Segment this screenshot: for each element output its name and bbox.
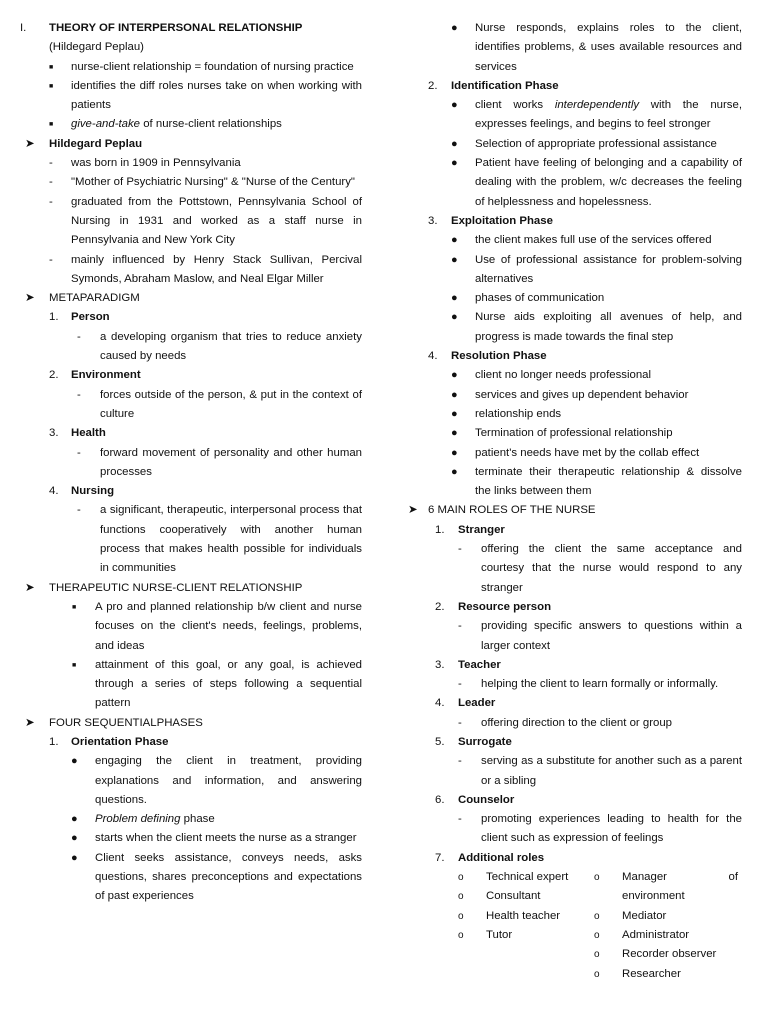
list-marker: ➤ (25, 716, 35, 729)
list-marker: 1. (49, 735, 59, 748)
list-item (20, 579, 362, 598)
list-marker: ● (451, 22, 458, 34)
list-marker: 4. (428, 350, 438, 363)
list-item (408, 444, 742, 463)
list-item-text: Nurse responds, explains roles to the client, identifies problems, & uses available resources and services (475, 22, 742, 73)
list-marker: 2. (428, 79, 438, 92)
circle-bullet-icon: o (458, 929, 464, 941)
role-item (594, 907, 738, 926)
list-item-text: Stranger (458, 523, 505, 536)
list-marker: ● (451, 369, 458, 382)
circle-bullet-icon: o (458, 872, 464, 884)
list-item-text: phases of communication (475, 292, 605, 305)
list-item-text: Exploitation Phase (451, 214, 553, 227)
section-heading (408, 694, 742, 713)
list-item-text: METAPARADIGM (49, 292, 140, 305)
list-marker: ● (451, 234, 458, 247)
section-heading (408, 347, 742, 366)
list-item (20, 328, 362, 367)
list-item (20, 251, 362, 290)
list-item-text: "Mother of Psychiatric Nursing" & "Nurse of the Century" (71, 176, 355, 189)
list-marker: - (49, 157, 53, 170)
list-item (20, 58, 362, 77)
list-item-text: client no longer needs professional (475, 369, 652, 382)
list-marker: ● (451, 465, 458, 478)
list-marker: ● (451, 427, 458, 440)
list-marker: - (458, 813, 462, 826)
list-item-text: helping the client to learn formally or informally. (481, 678, 719, 691)
left-column (20, 19, 362, 907)
list-marker: 3. (435, 658, 445, 671)
section-heading (408, 791, 742, 810)
list-item (408, 135, 742, 154)
circle-bullet-icon: o (594, 872, 600, 884)
list-item-text: Patient have feeling of belonging and a capability of dealing with the problem, w/c decreases the feeling of helplessness and hopelessness. (475, 157, 742, 208)
list-item (408, 810, 742, 849)
list-marker: ➤ (25, 292, 35, 305)
list-marker: 2. (49, 369, 59, 382)
list-item-text: mainly influenced by Henry Stack Sullivan, Percival Symonds, Abraham Maslow, and Neal Elgar Miller (71, 253, 362, 285)
list-item-text: 6 MAIN ROLES OF THE NURSE (428, 504, 596, 517)
list-marker: - (458, 716, 462, 729)
list-item (408, 96, 742, 135)
role-item-text: Health teacher (486, 909, 561, 922)
list-item (20, 714, 362, 733)
list-item (408, 308, 742, 347)
list-item-text: Resource person (458, 600, 552, 613)
list-marker: ● (451, 407, 458, 420)
list-item-text: the client makes full use of the services offered (475, 234, 712, 247)
list-marker: - (49, 195, 53, 208)
list-marker: - (458, 678, 462, 691)
list-item-text: providing specific answers to questions within a larger context (481, 620, 742, 652)
role-item-text: Technical expert (486, 871, 569, 884)
list-item-text: Hildegard Peplau (49, 137, 143, 150)
additional-roles-col-1 (458, 868, 594, 984)
list-item-text: services and gives up dependent behavior (475, 388, 689, 401)
list-item (20, 752, 362, 810)
list-marker: 1. (435, 523, 445, 536)
list-item-text: Resolution Phase (451, 350, 547, 363)
list-marker: ■ (72, 661, 77, 669)
circle-bullet-icon: o (458, 891, 464, 903)
section-heading (20, 19, 362, 38)
list-marker: ■ (72, 603, 77, 611)
circle-bullet-icon: o (458, 910, 464, 922)
list-item-text: Problem defining phase (95, 813, 215, 826)
list-marker: ■ (49, 121, 54, 129)
list-item-text: forces outside of the person, & put in the context of culture (100, 388, 362, 420)
list-item-text: Additional roles (458, 851, 545, 864)
list-item-text: starts when the client meets the nurse as a stranger (95, 832, 357, 845)
role-item-text: Researcher (622, 967, 681, 980)
list-item-text: promoting experiences leading to health for the client such as expression of feelings (481, 813, 742, 845)
list-item-text: was born in 1909 in Pennsylvania (71, 157, 241, 170)
list-item (408, 617, 742, 656)
section-heading (408, 212, 742, 231)
list-item-text: THERAPEUTIC NURSE-CLIENT RELATIONSHIP (49, 581, 303, 594)
role-item (594, 926, 738, 945)
list-marker: 4. (49, 485, 59, 498)
right-column (408, 19, 742, 984)
role-item-text: Mediator (622, 909, 667, 922)
list-marker: - (458, 543, 462, 556)
role-item-text: Recorder observer (622, 948, 717, 961)
list-marker: ● (71, 755, 78, 768)
list-item (408, 501, 742, 520)
section-heading (20, 135, 362, 154)
list-item-text: Client seeks assistance, conveys needs, asks questions, shares preconceptions and expectations of past experiences (95, 851, 362, 903)
list-marker: ■ (49, 82, 54, 90)
list-item-text: Teacher (458, 658, 501, 671)
list-item-text: Identification Phase (451, 79, 559, 92)
list-marker: 1. (49, 311, 59, 324)
list-item (408, 714, 742, 733)
list-item-text: (Hildegard Peplau) (49, 41, 144, 54)
list-item-text: Environment (71, 369, 141, 382)
list-item (408, 366, 742, 385)
list-item-text: identifies the diff roles nurses take on when working with patients (71, 79, 362, 112)
list-marker: ■ (49, 63, 54, 71)
list-item (20, 444, 362, 483)
list-item (408, 463, 742, 502)
list-item-text: patient's needs have met by the collab effect (475, 446, 700, 459)
list-item-text: a developing organism that tries to reduce anxiety caused by needs (100, 330, 362, 363)
list-item (20, 829, 362, 848)
section-heading (408, 733, 742, 752)
list-marker: ➤ (25, 137, 35, 150)
list-marker: 3. (428, 214, 438, 227)
list-marker: ● (451, 253, 458, 266)
list-marker: 7. (435, 851, 445, 864)
list-item-text: offering the client the same acceptance and courtesy that the nurse would respond to any stranger (481, 543, 742, 594)
role-item-text: Consultant (486, 890, 541, 903)
list-item-text: serving as a substitute for another such as a parent or a sibling (481, 755, 742, 787)
list-marker: ● (71, 813, 78, 826)
role-item (594, 868, 738, 907)
list-marker: 4. (435, 697, 445, 710)
section-heading (408, 656, 742, 675)
list-item (408, 19, 742, 77)
list-item (20, 598, 362, 656)
list-marker: ● (451, 157, 458, 170)
list-item (408, 386, 742, 405)
section-heading (20, 733, 362, 752)
section-heading (408, 849, 742, 868)
list-marker: ● (71, 832, 78, 845)
list-item-text: Leader (458, 697, 496, 710)
additional-roles-col-2 (594, 868, 738, 984)
list-item (20, 289, 362, 308)
list-item (20, 154, 362, 173)
list-item-text: Person (71, 311, 110, 324)
list-item-text: Selection of appropriate professional assistance (475, 137, 717, 150)
list-item (20, 849, 362, 907)
list-item (408, 154, 742, 212)
list-marker: - (49, 176, 53, 189)
circle-bullet-icon: o (594, 910, 600, 922)
circle-bullet-icon: o (594, 949, 600, 961)
list-item-text: Surrogate (458, 735, 512, 748)
list-item-text: Use of professional assistance for problem-solving alternatives (475, 253, 742, 285)
section-heading (408, 521, 742, 540)
section-heading (408, 77, 742, 96)
list-item-text: Health (71, 427, 106, 440)
list-item-text: Nursing (71, 485, 115, 498)
role-item (458, 868, 594, 887)
list-marker: - (77, 504, 81, 517)
role-item (458, 887, 594, 906)
list-marker: ● (451, 311, 458, 324)
list-marker: 2. (435, 600, 445, 613)
list-marker: 3. (49, 427, 59, 440)
italic-text: Problem defining (95, 813, 181, 826)
list-item-text: A pro and planned relationship b/w client and nurse focuses on the client's needs, feelings, problems, and ideas (95, 600, 362, 652)
list-item (20, 38, 362, 57)
list-item (20, 810, 362, 829)
section-heading (20, 366, 362, 385)
list-marker: ● (451, 446, 458, 459)
section-heading (20, 482, 362, 501)
list-marker: 5. (435, 735, 445, 748)
section-heading (408, 598, 742, 617)
role-item (594, 945, 738, 964)
list-marker: - (458, 620, 462, 633)
list-item (408, 752, 742, 791)
list-marker: ➤ (25, 581, 35, 594)
list-item (408, 540, 742, 598)
list-marker: ● (451, 99, 458, 112)
list-item (408, 251, 742, 290)
list-item (408, 675, 742, 694)
list-item-text: nurse-client relationship = foundation of nursing practice (71, 60, 354, 73)
list-item-text: Orientation Phase (71, 735, 169, 748)
role-item-text: Manager of environment (622, 871, 738, 903)
list-item (20, 656, 362, 714)
list-item-text: offering direction to the client or group (481, 716, 673, 729)
list-marker: 6. (435, 793, 445, 806)
list-item-text: Counselor (458, 793, 515, 806)
list-item-text: attainment of this goal, or any goal, is achieved through a series of steps following a sequential pattern (95, 658, 362, 710)
list-marker: - (77, 330, 81, 343)
list-item-text: relationship ends (475, 407, 562, 420)
list-item (20, 173, 362, 192)
list-item-text: Termination of professional relationship (475, 427, 673, 440)
list-marker: - (77, 388, 81, 401)
list-item-text: terminate their therapeutic relationship & dissolve the links between them (475, 465, 742, 498)
italic-text: give-and-take (71, 118, 141, 131)
role-item (458, 907, 594, 926)
list-item (20, 501, 362, 578)
list-marker: I. (20, 22, 27, 34)
list-item-text: a significant, therapeutic, interpersonal process that functions cooperatively with another human process that makes health possible for individuals in communities (100, 504, 362, 575)
list-marker: ● (451, 137, 458, 150)
role-item (594, 965, 738, 984)
italic-text: interdependently (554, 99, 640, 112)
list-item (20, 193, 362, 251)
list-item-text: client works interdependently with the nurse, expresses feelings, and begins to feel stronger (475, 99, 742, 131)
list-item (20, 115, 362, 134)
list-marker: ● (451, 292, 458, 305)
role-item-text: Administrator (622, 928, 690, 941)
additional-roles-list (458, 868, 742, 984)
list-item-text: THEORY OF INTERPERSONAL RELATIONSHIP (49, 22, 303, 34)
list-marker: - (49, 253, 53, 266)
list-item (20, 386, 362, 425)
list-marker: ● (71, 851, 78, 864)
list-marker: - (458, 755, 462, 768)
list-item (408, 405, 742, 424)
list-marker: ➤ (408, 504, 418, 517)
list-item-text: Nurse aids exploiting all avenues of help, and progress is made towards the final step (475, 311, 742, 343)
role-item-text: Tutor (486, 928, 513, 941)
list-item-text: give-and-take of nurse-client relationships (71, 118, 282, 131)
role-item (458, 926, 594, 945)
list-item (20, 77, 362, 116)
circle-bullet-icon: o (594, 929, 600, 941)
list-item (408, 289, 742, 308)
list-item-text: engaging the client in treatment, providing explanations and information, and answering questions. (95, 755, 362, 806)
list-item-text: forward movement of personality and other human processes (100, 446, 362, 478)
circle-bullet-icon: o (594, 968, 600, 980)
list-item-text: graduated from the Pottstown, Pennsylvania School of Nursing in 1931 and worked as a staff nurse in Pennsylvania and New York City (71, 195, 362, 247)
list-item (408, 424, 742, 443)
section-heading (20, 308, 362, 327)
list-marker: - (77, 446, 81, 459)
list-item-text: FOUR SEQUENTIALPHASES (49, 716, 203, 729)
list-marker: ● (451, 388, 458, 401)
section-heading (20, 424, 362, 443)
list-item (408, 231, 742, 250)
